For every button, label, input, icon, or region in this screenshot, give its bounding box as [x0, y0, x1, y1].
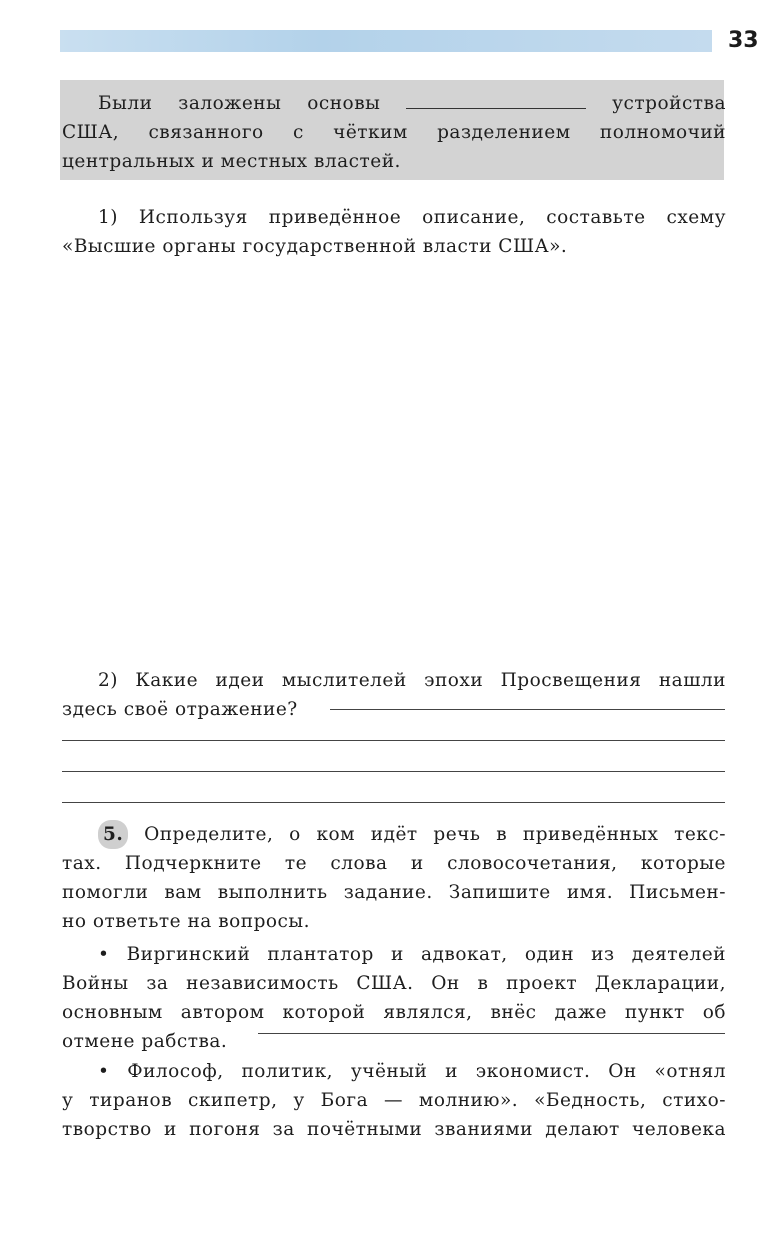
- task-5-line-3: помогли вам выполнить задание. Запишите имя. Письмен-: [62, 882, 726, 903]
- task-5-line-4: но ответьте на вопросы.: [62, 911, 311, 932]
- task-2: [62, 666, 726, 724]
- bullet-1: [62, 940, 726, 1056]
- task-5: [62, 820, 726, 936]
- answer-line[interactable]: [62, 802, 725, 803]
- answer-line[interactable]: [62, 740, 725, 741]
- task-1: [62, 203, 726, 261]
- box-line-1-end: устройства: [612, 93, 726, 114]
- answer-line[interactable]: [330, 709, 725, 710]
- task-2-line-1: 2) Какие идеи мыслителей эпохи Просвещения нашли: [98, 670, 726, 691]
- bullet-2-line-1: • Философ, политик, учёный и экономист. Он «отнял: [98, 1061, 726, 1082]
- box-line-3: центральных и местных властей.: [62, 151, 401, 172]
- page-number: 33: [728, 28, 759, 53]
- bullet-2-line-3: творство и погоня за почётными званиями делают человека: [62, 1119, 726, 1140]
- answer-line[interactable]: [62, 771, 725, 772]
- bullet-1-line-3: основным автором которой являлся, внёс даже пункт об: [62, 1002, 726, 1023]
- header-band: [60, 30, 712, 52]
- box-line-1: [62, 89, 726, 118]
- task-5-line-2: тах. Подчеркните те слова и словосочетания, которые: [62, 853, 726, 874]
- bullet-1-line-1: • Виргинский плантатор и адвокат, один из деятелей: [98, 944, 726, 965]
- bullet-1-line-4-text: отмене рабства.: [62, 1031, 228, 1052]
- box-line-1-start: Были заложены основы: [98, 93, 381, 114]
- bullet-1-line-2: Войны за независимость США. Он в проект Декларации,: [62, 973, 726, 994]
- answer-blank[interactable]: [406, 107, 586, 109]
- bullet-2-line-2: у тиранов скипетр, у Бога — молнию». «Бедность, стихо-: [62, 1090, 726, 1111]
- box-line-2: США, связанного с чётким разделением полномочий: [62, 122, 726, 143]
- bullet-1-line-4: [62, 1027, 726, 1056]
- task-1-line-2: «Высшие органы государственной власти США».: [62, 236, 568, 257]
- box-text: [62, 89, 726, 176]
- task-2-line-2-text: здесь своё отражение?: [62, 699, 298, 720]
- task-1-line-1: 1) Используя приведённое описание, составьте схему: [98, 207, 726, 228]
- bullet-2: [62, 1057, 726, 1144]
- task-5-line-1-text: Определите, о ком идёт речь в приведённых текс-: [144, 824, 726, 845]
- answer-line[interactable]: [258, 1033, 725, 1034]
- task-5-line-1: [62, 820, 726, 849]
- task-number-badge: 5.: [98, 820, 128, 849]
